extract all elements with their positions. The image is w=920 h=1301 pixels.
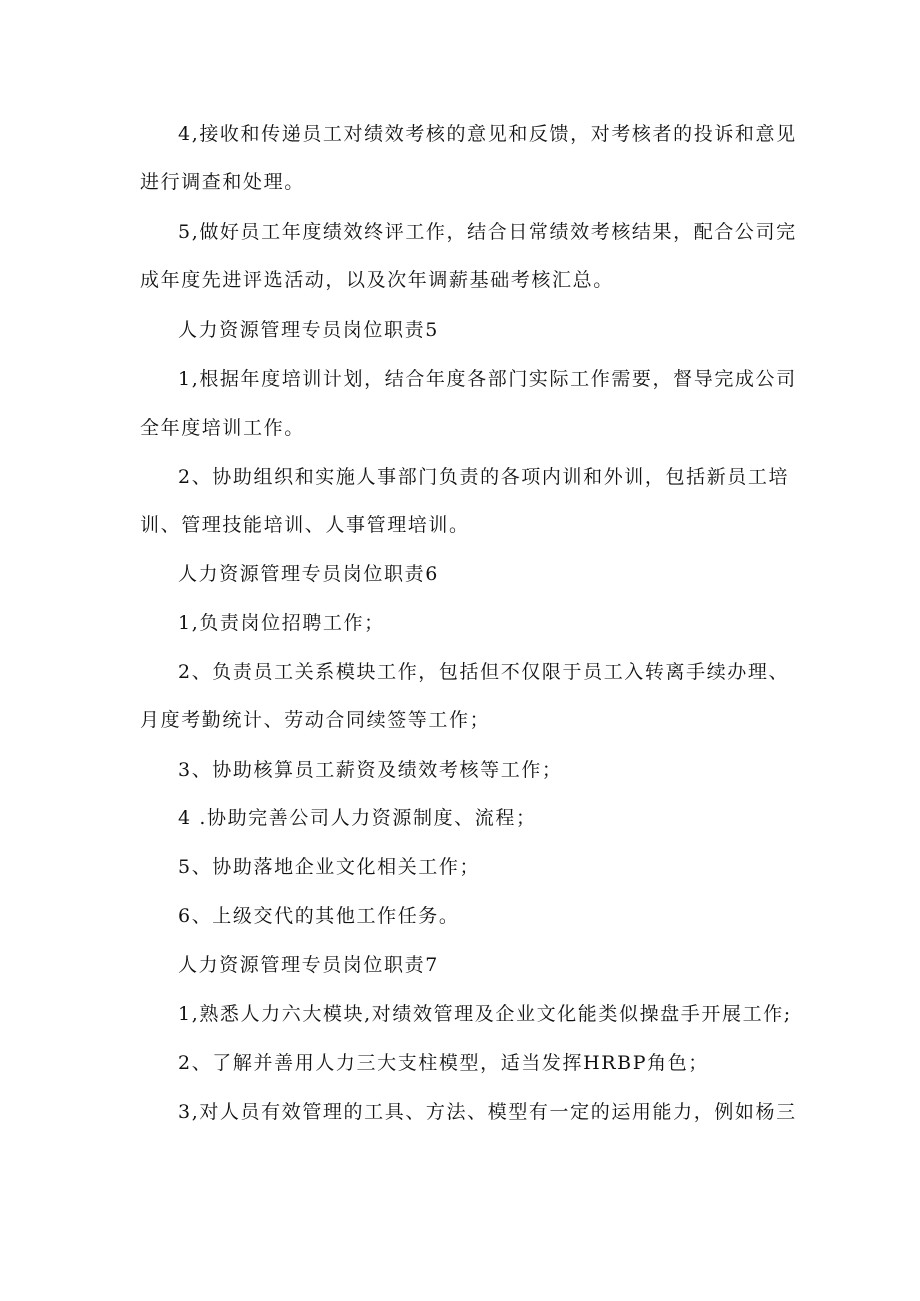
paragraph-line: 全年度培训工作。: [140, 417, 305, 439]
paragraph-line: 4,接收和传递员工对绩效考核的意见和反馈，对考核者的投诉和意见: [178, 123, 797, 145]
paragraph-line: 4 .协助完善公司人力资源制度、流程；: [178, 807, 537, 829]
section-heading: 人力资源管理专员岗位职责5: [178, 319, 439, 341]
section-heading: 人力资源管理专员岗位职责7: [178, 954, 439, 976]
paragraph-line: 2、了解并善用人力三大支柱模型，适当发挥HRBP角色；: [178, 1052, 709, 1074]
section-heading: 人力资源管理专员岗位职责6: [178, 563, 439, 585]
paragraph-line: 1,熟悉人力六大模块,对绩效管理及企业文化能类似操盘手开展工作;: [178, 1003, 792, 1025]
paragraph-line: 6、上级交代的其他工作任务。: [178, 905, 460, 927]
paragraph-line: 2、协助组织和实施人事部门负责的各项内训和外训，包括新员工培: [178, 466, 790, 488]
paragraph-line: 训、管理技能培训、人事管理培训。: [140, 514, 470, 536]
paragraph-line: 1,负责岗位招聘工作；: [178, 612, 385, 634]
paragraph-line: 5、协助落地企业文化相关工作；: [178, 856, 481, 878]
paragraph-line: 3,对人员有效管理的工具、方法、模型有一定的运用能力，例如杨三: [178, 1101, 797, 1123]
paragraph-line: 5,做好员工年度绩效终评工作，结合日常绩效考核结果，配合公司完: [178, 221, 797, 243]
paragraph-line: 月度考勤统计、劳动合同续签等工作；: [140, 709, 491, 731]
paragraph-line: 2、负责员工关系模块工作，包括但不仅限于员工入转离手续办理、: [178, 661, 790, 683]
paragraph-line: 成年度先进评选活动，以及次年调薪基础考核汇总。: [140, 269, 614, 291]
paragraph-line: 进行调查和处理。: [140, 171, 305, 193]
paragraph-line: 1,根据年度培训计划，结合年度各部门实际工作需要，督导完成公司: [178, 368, 797, 390]
paragraph-line: 3、协助核算员工薪资及绩效考核等工作；: [178, 759, 563, 781]
